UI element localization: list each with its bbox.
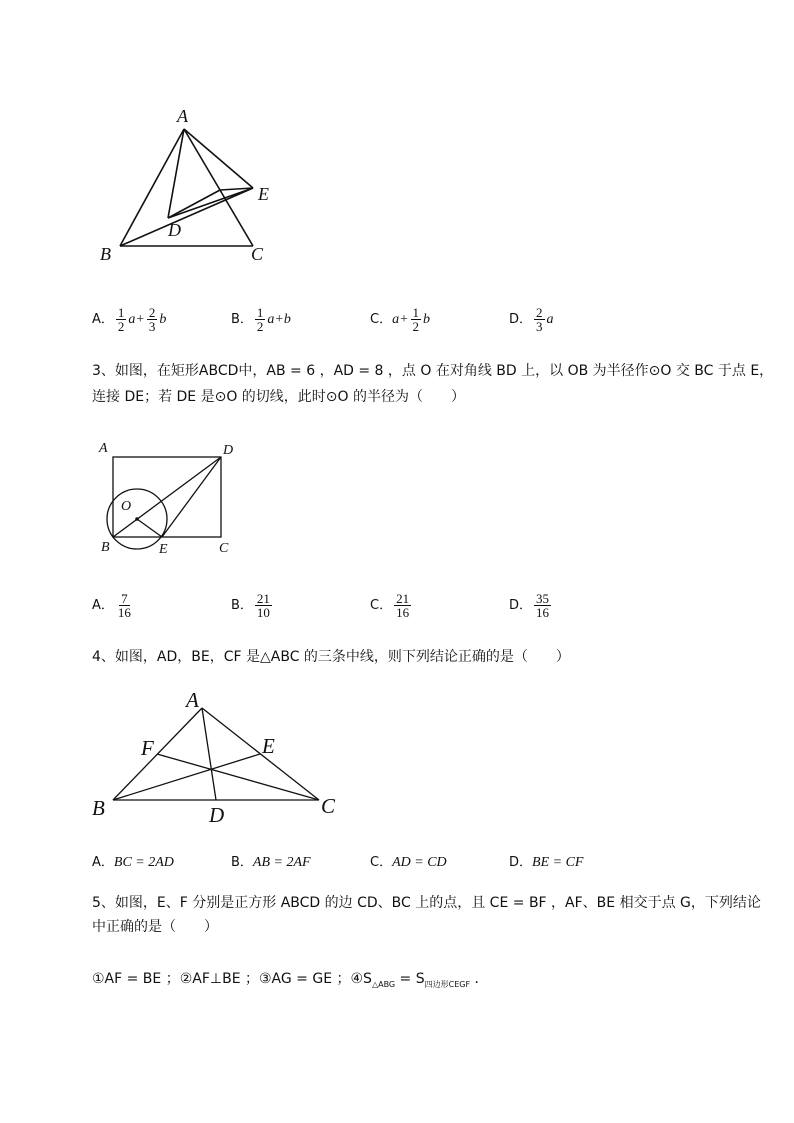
q2-option-c[interactable]	[370, 306, 430, 333]
numerator: 35	[536, 591, 550, 606]
statement-text: = S	[395, 971, 425, 987]
q4-option-c[interactable]	[370, 851, 447, 871]
point-label-A: A	[99, 441, 108, 456]
figure-q3	[95, 435, 245, 565]
q4-option-d[interactable]	[509, 851, 583, 871]
fraction	[394, 592, 411, 619]
point-label-D: D	[223, 443, 234, 458]
numerator: 1	[412, 305, 420, 320]
segment-AE	[184, 129, 253, 188]
subscript: △ABG	[371, 979, 396, 989]
point-label-E: E	[159, 542, 168, 557]
statement-text: ①AF = BE ；②AF⊥BE ；③AG = GE ；④S	[92, 971, 372, 987]
fraction	[534, 592, 551, 619]
q5-text-line2: 中正确的是（ ）	[92, 919, 218, 935]
q2-option-b[interactable]	[231, 306, 291, 333]
option-prefix: D．	[509, 855, 533, 870]
point-label-E: E	[262, 734, 275, 758]
q3-option-d[interactable]	[509, 592, 553, 619]
math-text: a+b	[267, 312, 291, 327]
point-label-F: F	[141, 736, 154, 760]
q3-text-line2: 连接 DE；若 DE 是⊙O 的切线，此时⊙O 的半径为（ ）	[92, 389, 466, 405]
segment-DE	[168, 188, 253, 218]
option-formula: BC = 2AD	[113, 855, 174, 870]
point-label-A: A	[177, 106, 188, 126]
side-AC	[202, 708, 319, 800]
option-prefix: C．	[370, 855, 393, 870]
fraction	[534, 306, 545, 333]
point-label-D: D	[209, 803, 225, 827]
q3-option-b[interactable]	[231, 592, 274, 619]
figure-q2	[95, 100, 295, 270]
point-label-O: O	[121, 499, 132, 514]
q5-text-line1: 5、如图，E、F 分别是正方形 ABCD 的边 CD、BC 上的点，且 CE = BF ，AF、BE 相交于点 G，下列结论	[92, 895, 761, 911]
fraction	[147, 306, 158, 333]
statement-text: ．	[470, 971, 489, 987]
segment-BE	[120, 188, 253, 246]
math-text: a+	[128, 312, 145, 327]
figure-q4	[88, 685, 348, 830]
point-label-E: E	[258, 184, 269, 204]
fraction	[116, 306, 127, 333]
option-prefix: D．	[509, 312, 533, 327]
q4-text-line1: 4、如图，AD，BE，CF 是△ABC 的三条中线，则下列结论正确的是（ ）	[92, 649, 570, 665]
point-label-B: B	[101, 540, 110, 555]
option-prefix: C．	[370, 598, 393, 613]
numerator: 1	[117, 305, 125, 320]
math-text: a	[546, 312, 554, 327]
point-label-C: C	[219, 541, 229, 556]
q4-option-b[interactable]	[231, 851, 311, 871]
numerator: 1	[256, 305, 264, 320]
segment-DE	[162, 457, 221, 537]
denominator: 2	[256, 319, 264, 334]
q4-option-a[interactable]	[92, 851, 174, 871]
numerator: 2	[536, 305, 543, 320]
math-text: b	[423, 312, 431, 327]
q3-option-a[interactable]	[92, 592, 135, 619]
option-prefix: B．	[231, 312, 253, 327]
denominator: 3	[148, 319, 156, 334]
numerator: 21	[396, 591, 410, 606]
fraction	[411, 306, 422, 333]
option-prefix: A．	[92, 855, 114, 870]
math-text: a+	[392, 312, 409, 327]
numerator: 7	[121, 591, 128, 606]
math-text: b	[159, 312, 167, 327]
option-prefix: C．	[370, 312, 393, 327]
segment-AC	[184, 129, 253, 246]
point-label-D: D	[168, 220, 181, 240]
option-formula: AB = 2AF	[252, 855, 311, 870]
option-prefix: D．	[509, 598, 533, 613]
point-label-C: C	[251, 244, 264, 264]
denominator: 10	[256, 605, 270, 620]
option-prefix: A．	[92, 598, 114, 613]
denominator: 16	[396, 605, 410, 620]
option-formula: AD = CD	[392, 855, 447, 870]
fraction	[116, 592, 133, 619]
q2-option-d[interactable]	[509, 306, 554, 333]
subscript: 四边形CEGF	[424, 979, 471, 989]
denominator: 3	[536, 319, 543, 334]
q5-statements	[92, 966, 489, 998]
denominator: 16	[536, 605, 550, 620]
option-formula: BE = CF	[532, 855, 584, 870]
option-prefix: B．	[231, 598, 253, 613]
q2-option-a[interactable]	[92, 306, 166, 333]
point-label-B: B	[100, 244, 111, 264]
numerator: 21	[256, 591, 270, 606]
point-label-C: C	[321, 794, 336, 818]
denominator: 2	[412, 319, 420, 334]
fraction	[255, 306, 266, 333]
denominator: 2	[117, 319, 125, 334]
q3-text-line1: 3、如图，在矩形ABCD中，AB = 6 ，AD = 8 ，点 O 在对角线 BD 上，以 OB 为半径作⊙O 交 BC 于点 E，	[92, 363, 774, 379]
point-label-B: B	[92, 796, 105, 820]
option-prefix: B．	[231, 855, 253, 870]
denominator: 16	[117, 605, 131, 620]
option-prefix: A．	[92, 312, 114, 327]
point-label-A: A	[186, 688, 199, 712]
center-dot-O	[135, 517, 139, 521]
radius-OE	[137, 519, 162, 537]
q3-option-c[interactable]	[370, 592, 413, 619]
numerator: 2	[148, 305, 156, 320]
fraction	[255, 592, 272, 619]
median-AD	[202, 708, 216, 800]
